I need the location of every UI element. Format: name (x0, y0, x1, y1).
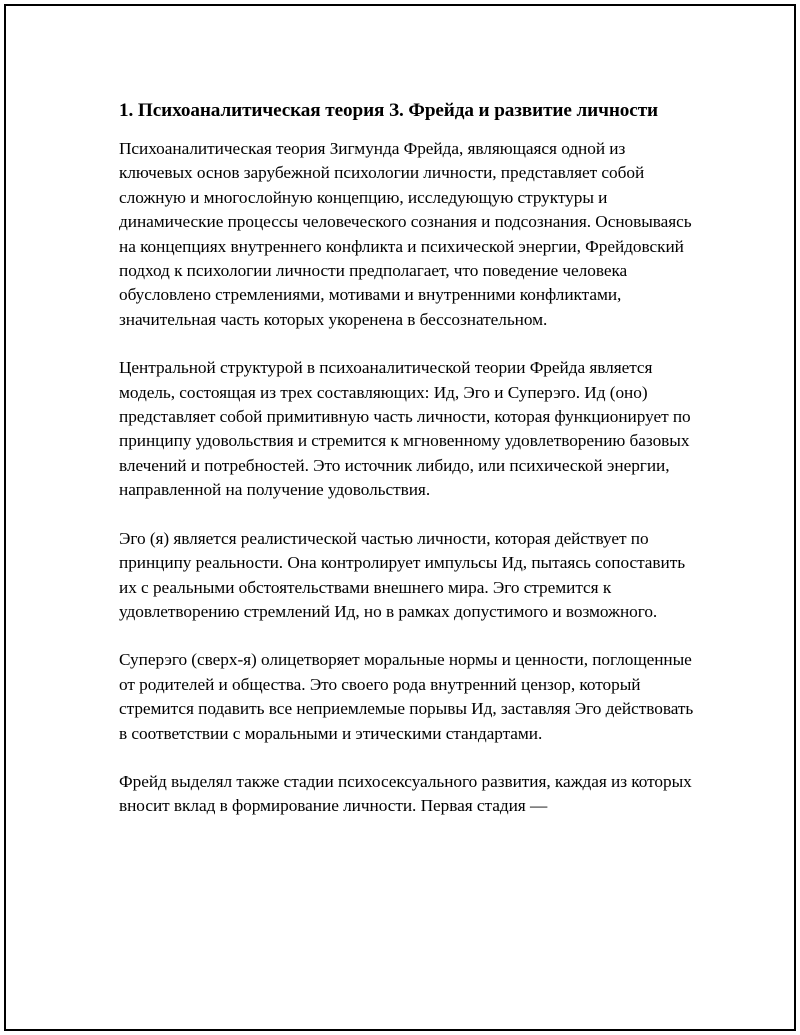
paragraph-structure-id: Центральной структурой в психоаналитической теории Фрейда является модель, состоящая из трех составляющих: Ид, Эго и Суперэго. Ид (оно) представляет собой примитивную часть личности, которая функционирует по принципу удовольствия и стремится к мгновенному удовлетворению базовых влечений и потребностей. Это источник либидо, или психической энергии, направленной на получение удовольствия. (119, 358, 691, 500)
document-content (119, 98, 694, 819)
document-page (4, 4, 796, 1031)
paragraph-psychosexual-stages: Фрейд выделял также стадии психосексуального развития, каждая из которых вносит вклад в формирование личности. Первая стадия — (119, 771, 692, 816)
paragraph-ego: Эго (я) является реалистической частью личности, которая действует по принципу реальности. Она контролирует импульсы Ид, пытаясь сопоставить их с реальными обстоятельствами внешнего мира. Эго стремится к удовлетворению стремлений Ид, но в рамках допустимого и возможного. (119, 528, 686, 621)
document-title: 1. Психоаналитическая теория З. Фрейда и развитие личности (119, 100, 658, 121)
paragraph-superego: Суперэго (сверх-я) олицетворяет моральные нормы и ценности, поглощенные от родителей и общества. Это своего рода внутренний цензор, который стремится подавить все неприемлемые порывы Ид, заставляя Эго действовать в соответствии с моральными и этическими стандартами. (119, 650, 694, 743)
paragraph-intro: Психоаналитическая теория Зигмунда Фрейда, являющаяся одной из ключевых основ зарубежной психологии личности, представляет собой сложную и многослойную концепцию, исследующую структуры и динамические процессы человеческого сознания и подсознания. Основываясь на концепциях внутреннего конфликта и психической энергии, Фрейдовский подход к психологии личности предполагает, что поведение человека обусловлено стремлениями, мотивами и внутренними конфликтами, значительная часть которых укоренена в бессознательном. (119, 139, 692, 329)
